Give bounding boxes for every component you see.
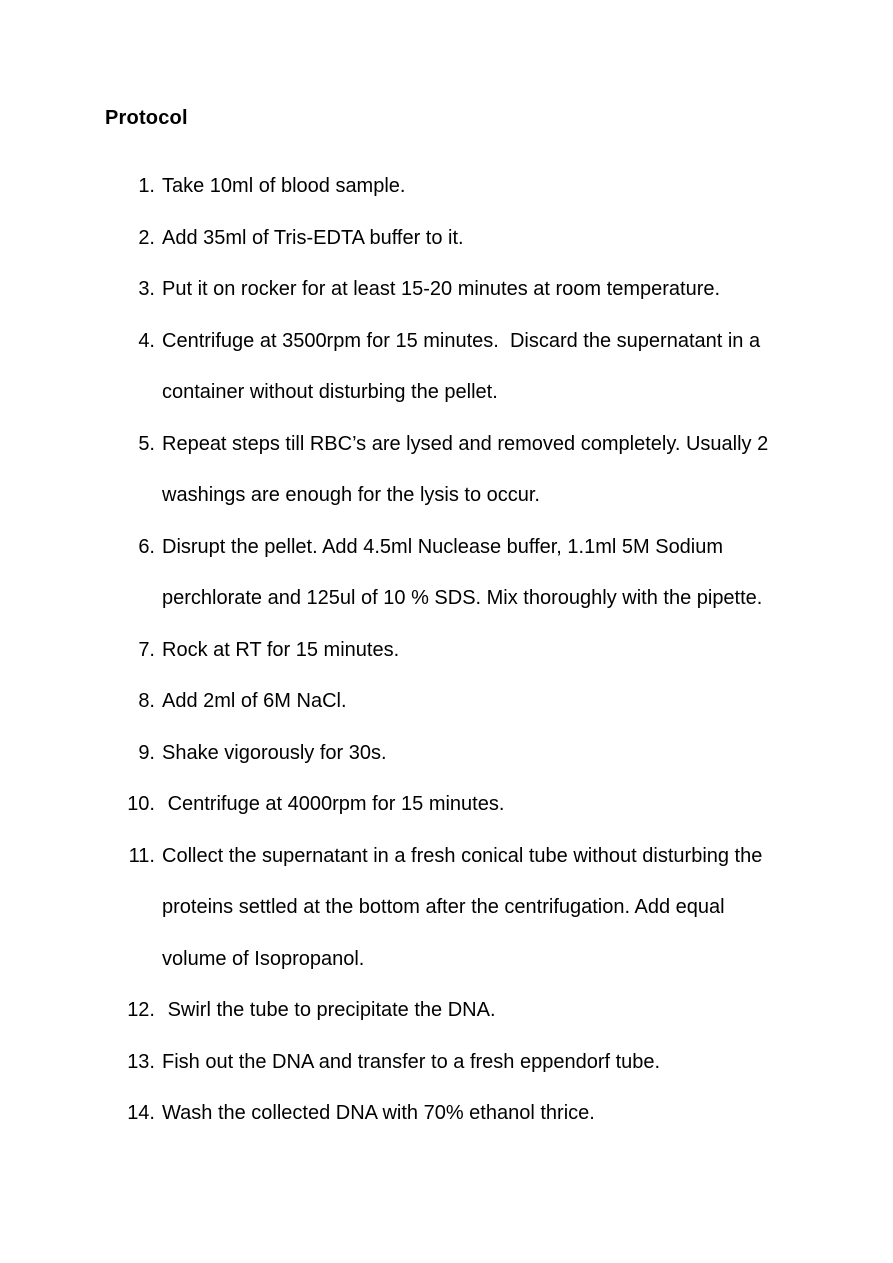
- list-item-text: [162, 1088, 803, 1140]
- list-item-text: [162, 676, 803, 728]
- document-title: Protocol: [105, 107, 188, 129]
- list-item-line: container without disturbing the pellet.: [162, 381, 498, 403]
- list-item-line: Shake vigorously for 30s.: [162, 741, 387, 764]
- list-item: [105, 728, 803, 780]
- list-item-number: 5.: [138, 432, 155, 455]
- list-item-number: 8.: [138, 690, 155, 712]
- list-item-text: [162, 1037, 803, 1089]
- list-item-line: Repeat steps till RBC’s are lysed and removed completely. Usually 2: [162, 432, 769, 455]
- list-item: [105, 264, 803, 316]
- list-item-text: [162, 213, 803, 265]
- list-item: [105, 1037, 803, 1089]
- list-item-number: 10.: [127, 793, 155, 815]
- protocol-list: [105, 161, 803, 1140]
- list-item: [105, 831, 803, 986]
- list-item-number: 13.: [127, 1050, 155, 1073]
- list-item: [105, 522, 803, 625]
- list-item-text: [162, 985, 803, 1037]
- list-item-line: Take 10ml of blood sample.: [162, 175, 406, 197]
- list-item-line: Add 2ml of 6M NaCl.: [162, 690, 347, 712]
- list-item: [105, 161, 803, 213]
- list-item: [105, 676, 803, 728]
- list-item-number: 7.: [138, 638, 155, 661]
- list-item-text: [162, 831, 803, 986]
- list-item-line: Swirl the tube to precipitate the DNA.: [162, 999, 496, 1021]
- list-item-line: perchlorate and 125ul of 10 % SDS. Mix thoroughly with the pipette.: [162, 587, 763, 609]
- list-item-line: volume of Isopropanol.: [162, 947, 365, 970]
- list-item-text: [162, 161, 803, 213]
- list-item-text: [162, 419, 803, 522]
- list-item: [105, 316, 803, 419]
- list-item-number: 11.: [128, 844, 155, 867]
- list-item-line: Add 35ml of Tris-EDTA buffer to it.: [162, 226, 464, 249]
- list-item-number: 1.: [138, 175, 155, 197]
- list-item: [105, 419, 803, 522]
- list-item-line: Put it on rocker for at least 15-20 minutes at room temperature.: [162, 278, 721, 300]
- list-item-number: 9.: [138, 741, 155, 764]
- list-item-number: 2.: [138, 226, 155, 249]
- list-item: [105, 779, 803, 831]
- list-item-line: washings are enough for the lysis to occur.: [162, 484, 540, 506]
- list-item-line: Fish out the DNA and transfer to a fresh eppendorf tube.: [162, 1050, 661, 1073]
- list-item: [105, 625, 803, 677]
- list-item-number: 14.: [127, 1102, 155, 1124]
- list-item-number: 4.: [138, 329, 155, 352]
- list-item-line: Rock at RT for 15 minutes.: [162, 638, 400, 661]
- list-item-line: proteins settled at the bottom after the centrifugation. Add equal: [162, 896, 725, 918]
- list-item-line: Centrifuge at 4000rpm for 15 minutes.: [162, 793, 505, 815]
- list-item-line: Wash the collected DNA with 70% ethanol thrice.: [162, 1102, 595, 1124]
- list-item-number: 3.: [138, 278, 155, 300]
- list-item-text: [162, 316, 803, 419]
- list-item-number: 12.: [127, 999, 155, 1021]
- list-item-number: 6.: [138, 535, 155, 558]
- list-item-line: Collect the supernatant in a fresh conical tube without disturbing the: [162, 844, 763, 867]
- list-item-line: Centrifuge at 3500rpm for 15 minutes. Discard the supernatant in a: [162, 329, 761, 352]
- list-item-text: [162, 779, 803, 831]
- list-item-line: Disrupt the pellet. Add 4.5ml Nuclease buffer, 1.1ml 5M Sodium: [162, 535, 724, 558]
- list-item-text: [162, 264, 803, 316]
- list-item: [105, 213, 803, 265]
- list-item-text: [162, 728, 803, 780]
- list-item: [105, 985, 803, 1037]
- list-item-text: [162, 625, 803, 677]
- list-item-text: [162, 522, 803, 625]
- list-item: [105, 1088, 803, 1140]
